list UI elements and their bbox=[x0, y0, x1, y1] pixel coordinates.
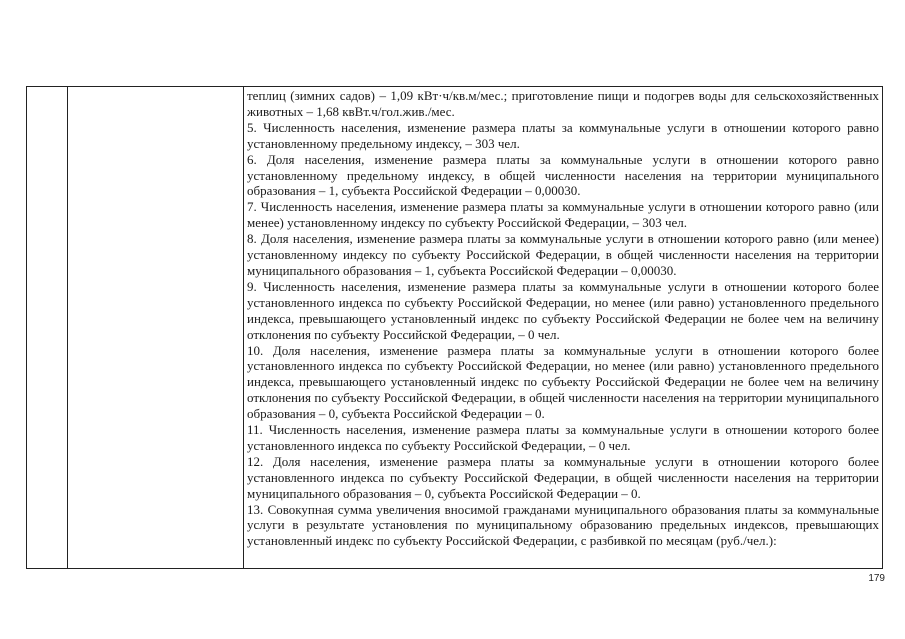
paragraph-continuation: теплиц (зимних садов) – 1,09 кВт·ч/кв.м/мес.; приготовление пищи и подогрев воды для сельскохозяйственных животных – 1,68 квВт.ч/гол.жив./мес. bbox=[247, 88, 879, 119]
paragraph-item-10: 10. Доля населения, изменение размера платы за коммунальные услуги в отношении которого более установленного индекса по субъекту Российской Федерации, но менее (или равно) установленного предельного индекса, превышающего установленный индекс по субъекту Российской Федерации не более чем на величину отклонения по субъекту Российской Федерации, в общей численности населения на территории муниципального образования – 0, субъекта Российской Федерации – 0. bbox=[247, 342, 879, 422]
paragraph-item-11: 11. Численность населения, изменение размера платы за коммунальные услуги в отношении которого более установленного индекса по субъекту Российской Федерации, – 0 чел. bbox=[247, 422, 879, 453]
paragraph-item-7: 7. Численность населения, изменение размера платы за коммунальные услуги в отношении которого равно (или менее) установленному индексу по субъекту Российской Федерации, – 303 чел. bbox=[247, 199, 879, 231]
document-table bbox=[26, 86, 883, 569]
table-cell-text bbox=[247, 88, 879, 549]
paragraph-item-13: 13. Совокупная сумма увеличения вносимой гражданами муниципального образования платы за коммунальные услуги в результате установления по муниципальному образованию предельных индексов, превышающих установленный индекс по субъекту Российской Федерации, с разбивкой по месяцам (руб./чел.): bbox=[247, 501, 879, 549]
paragraph-item-5: 5. Численность населения, изменение размера платы за коммунальные услуги в отношении которого равно установленному предельному индексу, – 303 чел. bbox=[247, 119, 879, 151]
paragraph-item-6: 6. Доля населения, изменение размера платы за коммунальные услуги в отношении которого равно установленному предельному индексу, в общей численности населения на территории муниципального образования – 1, субъекта Российской Федерации – 0,00030. bbox=[247, 151, 879, 199]
table-column-divider bbox=[243, 87, 244, 568]
paragraph-item-9: 9. Численность населения, изменение размера платы за коммунальные услуги в отношении которого более установленного индекса по субъекту Российской Федерации, но менее (или равно) установленного предельного индекса, превышающего установленный индекс по субъекту Российской Федерации не более чем на величину отклонения по субъекту Российской Федерации, – 0 чел. bbox=[247, 278, 879, 342]
paragraph-item-8: 8. Доля населения, изменение размера платы за коммунальные услуги в отношении которого равно (или менее) установленному индексу по субъекту Российской Федерации, в общей численности населения на территории муниципального образования – 1, субъекта Российской Федерации – 0,00030. bbox=[247, 231, 879, 278]
paragraph-item-12: 12. Доля населения, изменение размера платы за коммунальные услуги в отношении которого более установленного индекса по субъекту Российской Федерации, в общей численности населения на территории муниципального образования – 0, субъекта Российской Федерации – 0. bbox=[247, 453, 879, 501]
table-column-divider bbox=[67, 87, 68, 568]
page-number: 179 bbox=[868, 573, 885, 584]
